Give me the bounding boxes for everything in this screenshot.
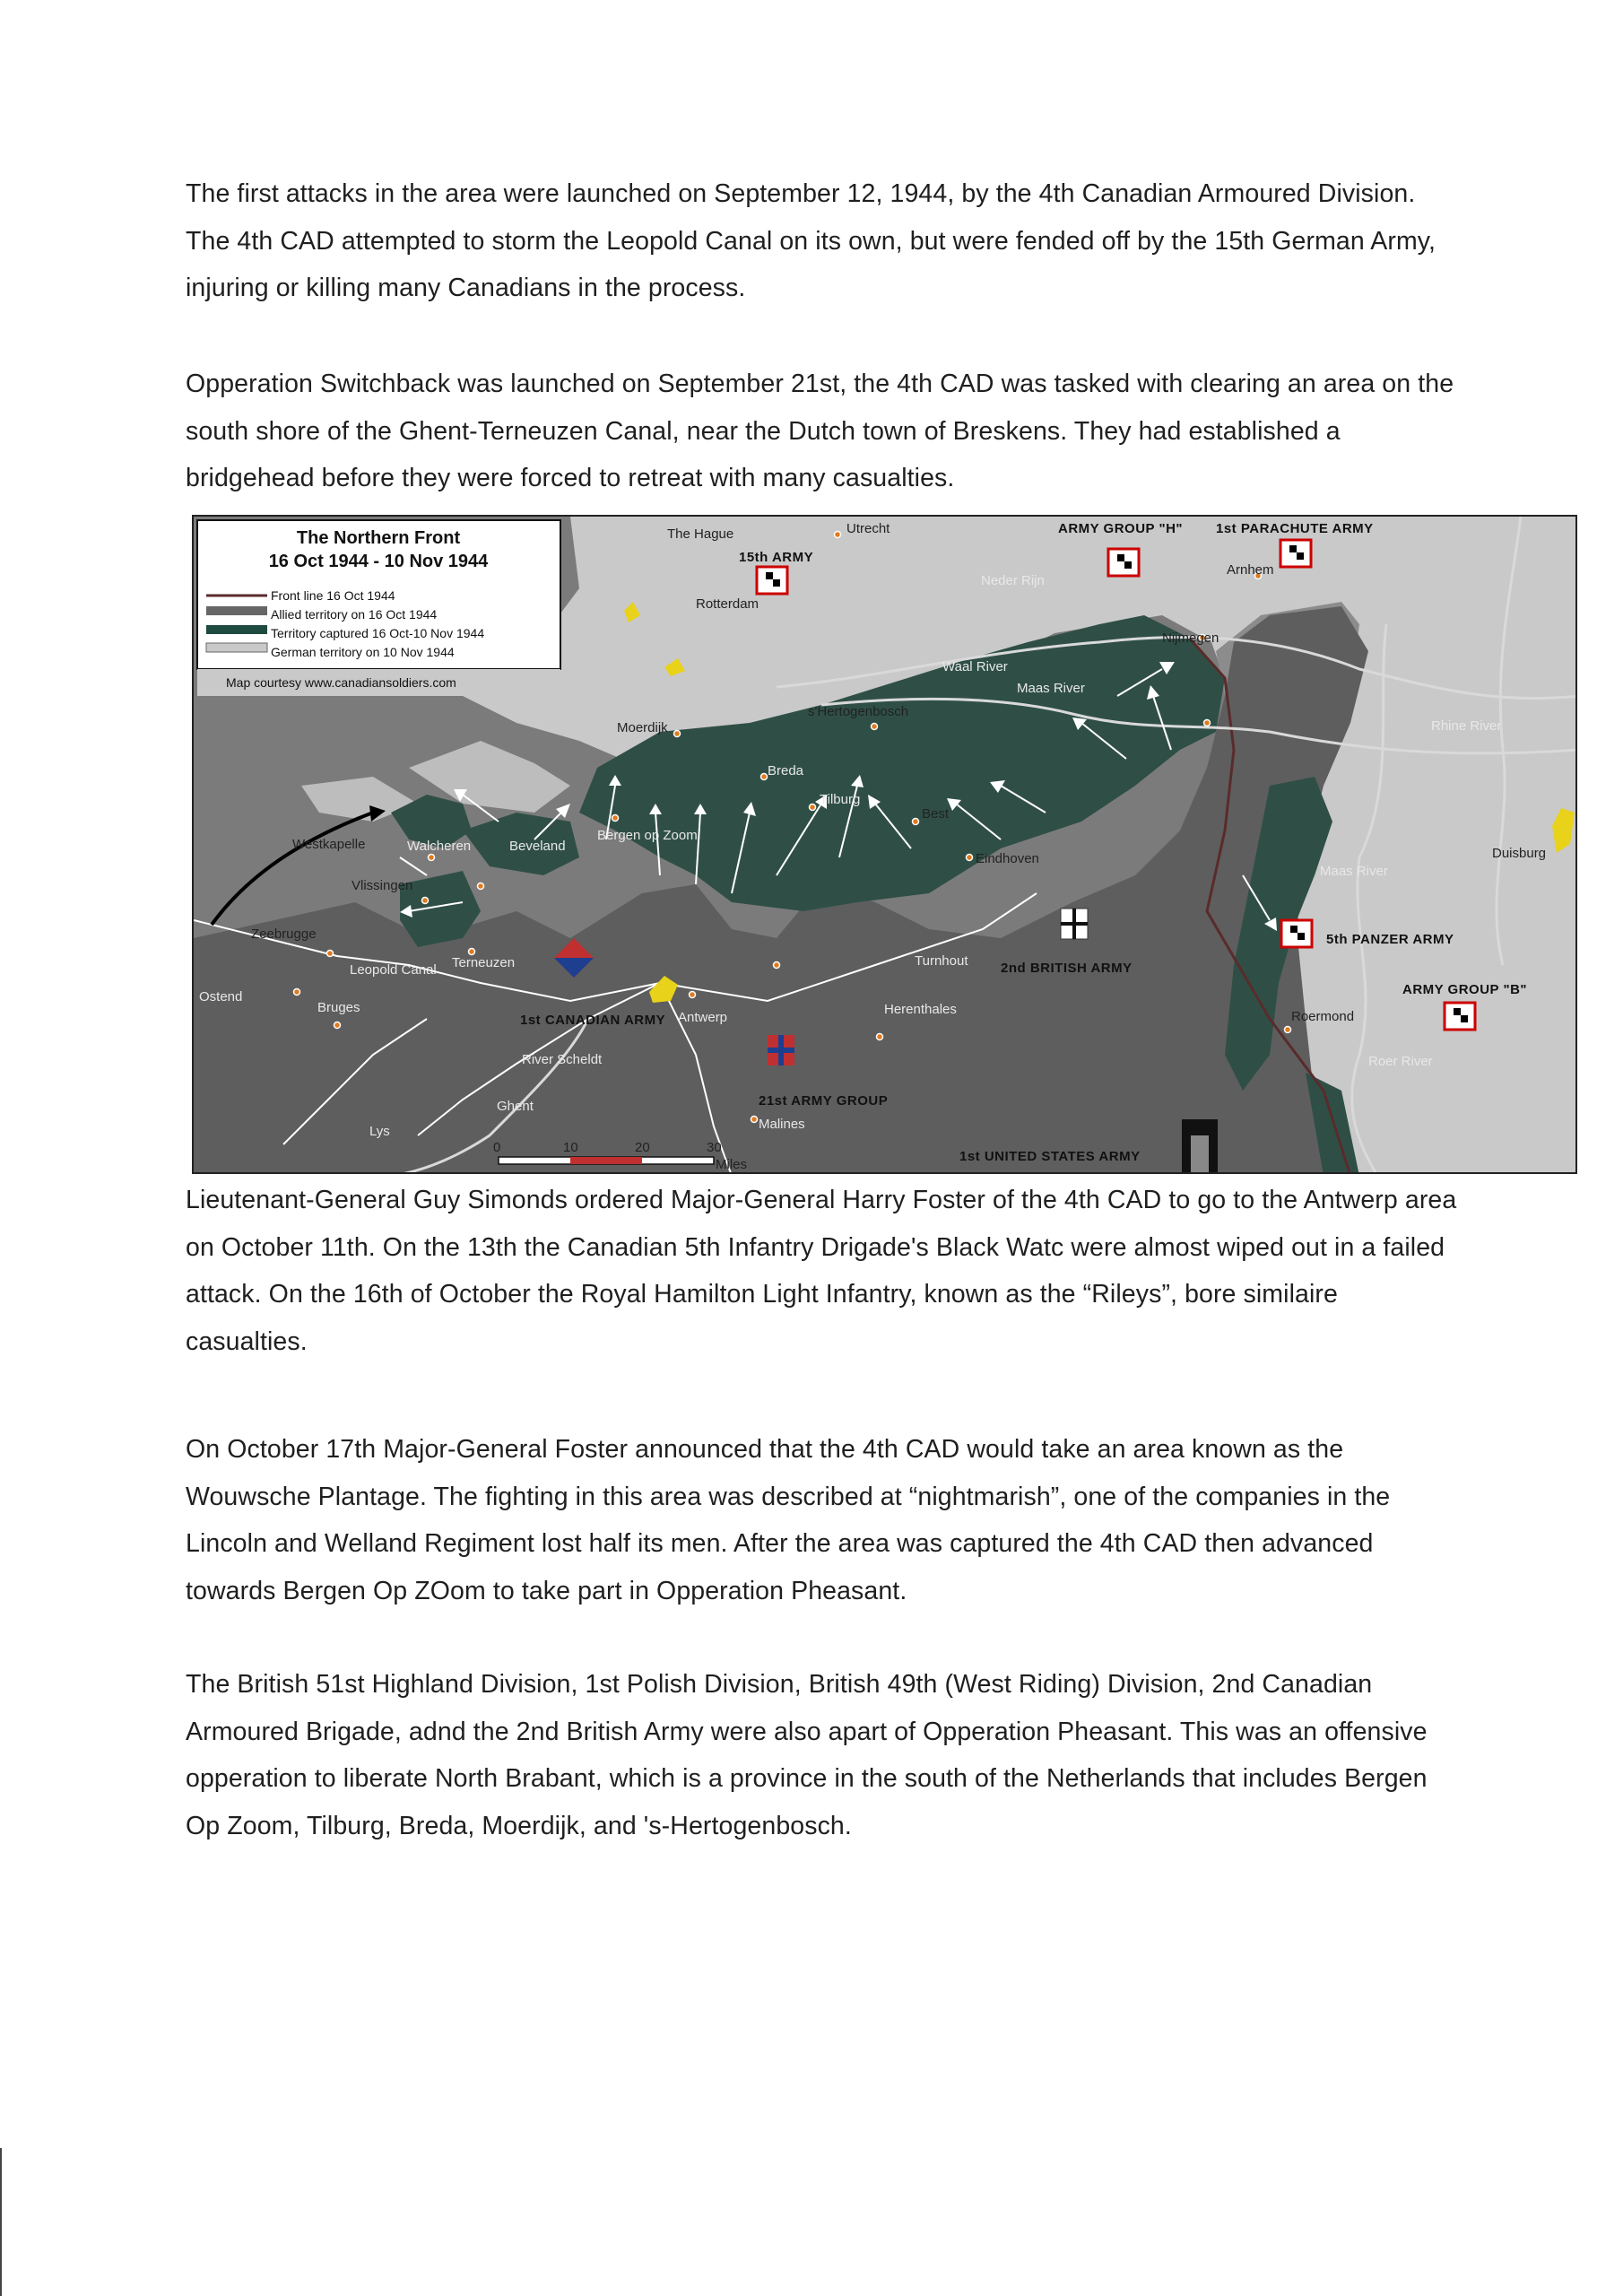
map-legend — [197, 520, 560, 696]
label-malines: Malines — [759, 1117, 805, 1132]
label-breda: Breda — [768, 763, 804, 778]
label-neder-rijn: Neder Rijn — [981, 573, 1045, 588]
label-terneuzen: Terneuzen — [452, 955, 516, 970]
label-maas-river-east: Maas River — [1320, 864, 1388, 879]
label-rotterdam: Rotterdam — [696, 596, 759, 612]
legend-item-german: German territory on 10 Nov 1944 — [271, 645, 455, 659]
label-moerdijk: Moerdijk — [617, 720, 668, 735]
label-1st-parachute-army: 1st PARACHUTE ARMY — [1216, 521, 1374, 536]
scan-margin-line — [0, 2148, 2, 2296]
scale-unit: Miles — [716, 1157, 748, 1172]
paragraph-1: The first attacks in the area were launched on September 12, 1944, by the 4th Canadian Armoured Division. The 4th CAD attempted to storm the Leopold Canal on its own, but were fended off by the 15th German Army, injuring or killing many Canadians in the process. — [186, 179, 1436, 302]
scale-tick-30: 30 — [707, 1140, 722, 1155]
label-ghent: Ghent — [497, 1099, 534, 1114]
label-rhine-river: Rhine River — [1431, 718, 1502, 734]
label-duisburg: Duisburg — [1492, 846, 1547, 861]
paragraph-4: On October 17th Major-General Foster announced that the 4th CAD would take an area known as the Wouwsche Plantage. The fighting in this area was described at “nightmarish”, one of the companies in the Lincoln and Welland Regiment lost half its men. After the area was captured the 4th CAD then advanced towards Bergen Op ZOom to take part in Opperation Pheasant. — [186, 1435, 1391, 1605]
label-zeebrugge: Zeebrugge — [251, 926, 317, 942]
legend-item-front-line: Front line 16 Oct 1944 — [271, 588, 395, 603]
northern-front-map — [192, 515, 1577, 1174]
label-roermond: Roermond — [1291, 1009, 1355, 1024]
army-symbol-panzer — [1281, 920, 1312, 947]
label-utrecht: Utrecht — [846, 521, 890, 536]
army-symbol-ag-h — [1108, 549, 1139, 576]
scale-tick-10: 10 — [563, 1140, 578, 1155]
label-21st-army-group: 21st ARMY GROUP — [759, 1093, 889, 1109]
label-nijmegen: Nijmegen — [1162, 631, 1219, 646]
army-symbol-1st-us — [1182, 1119, 1218, 1174]
legend-item-allied: Allied territory on 16 Oct 1944 — [271, 607, 438, 622]
army-symbol-ag-b — [1445, 1003, 1475, 1030]
legend-subtitle: 16 Oct 1944 - 10 Nov 1944 — [268, 552, 489, 571]
label-hertogenbosch: s'Hertogenbosch — [808, 704, 909, 719]
label-maas-river: Maas River — [1017, 681, 1085, 696]
label-westkapelle: Westkapelle — [292, 837, 366, 852]
legend-title: The Northern Front — [296, 528, 461, 548]
label-river-scheldt: River Scheldt — [522, 1052, 603, 1067]
label-arnhem: Arnhem — [1227, 562, 1274, 578]
label-antwerp: Antwerp — [678, 1010, 728, 1025]
label-army-group-b: ARMY GROUP "B" — [1402, 982, 1528, 997]
legend-item-captured: Territory captured 16 Oct-10 Nov 1944 — [271, 626, 485, 640]
legend-credit: Map courtesy www.canadiansoldiers.com — [226, 675, 456, 690]
label-vlissingen: Vlissingen — [352, 878, 413, 893]
army-symbol-15th — [757, 567, 787, 594]
paragraph-3: Lieutenant-General Guy Simonds ordered Major-General Harry Foster of the 4th CAD to go to the Antwerp area on October 11th. On the 13th the Canadian 5th Infantry Drigade's Black Watc were almost wiped out in a failed attack. On the 16th of October the Royal Hamilton Light Infantry, known as the “Rileys”, bore similaire casualties. — [186, 1186, 1457, 1356]
label-eindhoven: Eindhoven — [976, 851, 1039, 866]
label-turnhout: Turnhout — [915, 953, 968, 969]
label-bruges: Bruges — [317, 1000, 360, 1015]
label-15th-army: 15th ARMY — [739, 550, 814, 565]
label-ostend: Ostend — [199, 989, 243, 1004]
label-herenthales: Herenthales — [884, 1002, 957, 1017]
label-5th-panzer-army: 5th PANZER ARMY — [1326, 932, 1454, 947]
label-lys: Lys — [369, 1124, 390, 1139]
scale-tick-0: 0 — [493, 1140, 501, 1155]
paragraph-2: Opperation Switchback was launched on September 21st, the 4th CAD was tasked with clearing an area on the south shore of the Ghent-Terneuzen Canal, near the Dutch town of Breskens. They had established a bridgehead before they were forced to retreat with many casualties. — [186, 370, 1454, 492]
label-roer-river: Roer River — [1368, 1054, 1433, 1069]
label-best: Best — [922, 806, 950, 822]
label-army-group-h: ARMY GROUP "H" — [1058, 521, 1184, 536]
label-beveland: Beveland — [509, 839, 566, 854]
label-2nd-british-army: 2nd BRITISH ARMY — [1001, 961, 1133, 976]
label-1st-canadian-army: 1st CANADIAN ARMY — [520, 1013, 666, 1028]
label-walcheren: Walcheren — [407, 839, 472, 854]
label-tilburg: Tilburg — [820, 792, 861, 807]
label-1st-united-states-army: 1st UNITED STATES ARMY — [959, 1149, 1141, 1164]
army-symbol-para — [1280, 540, 1311, 567]
paragraph-5: The British 51st Highland Division, 1st Polish Division, British 49th (West Riding) Division, 2nd Canadian Armoured Brigade, adnd the 2nd British Army were also apart of Opperation Pheasant. This was an offensive opperation to liberate North Brabant, which is a province in the south of the Netherlands that includes Bergen Op Zoom, Tilburg, Breda, Moerdijk, and 's-Hertogenbosch. — [186, 1670, 1428, 1840]
label-leopold-canal: Leopold Canal — [350, 962, 437, 978]
army-symbol-21st-ag — [768, 1035, 794, 1065]
scale-tick-20: 20 — [635, 1140, 650, 1155]
army-symbol-2nd-british — [1061, 909, 1088, 939]
label-the-hague: The Hague — [667, 526, 734, 542]
label-bergen-op-zoom: Bergen op Zoom — [597, 828, 698, 843]
label-waal-river: Waal River — [942, 659, 1008, 674]
